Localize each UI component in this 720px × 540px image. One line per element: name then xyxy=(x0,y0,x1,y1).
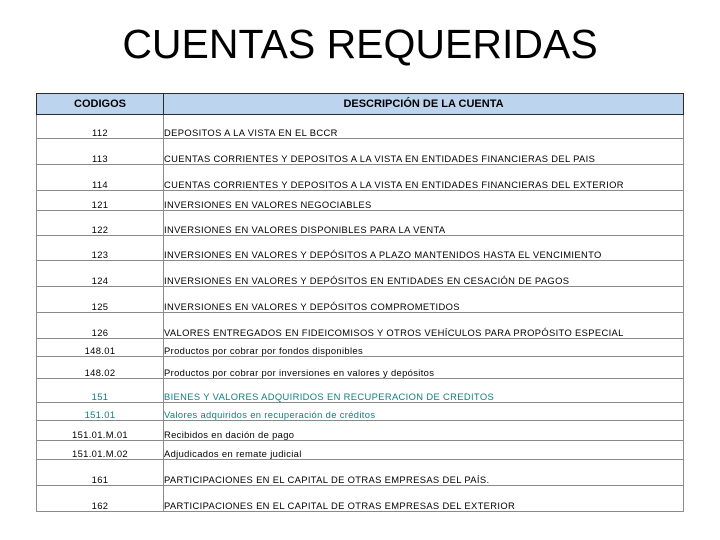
account-code: 123 xyxy=(37,236,164,261)
account-code: 112 xyxy=(37,115,164,139)
account-description: INVERSIONES EN VALORES DISPONIBLES PARA LA VENTA xyxy=(164,211,684,236)
account-code: 124 xyxy=(37,261,164,287)
account-code: 122 xyxy=(37,211,164,236)
account-code: 151.01.M.02 xyxy=(37,441,164,460)
account-code: 151.01 xyxy=(37,403,164,421)
account-description: PARTICIPACIONES EN EL CAPITAL DE OTRAS EMPRESAS DEL PAÍS. xyxy=(164,460,684,486)
table-row xyxy=(37,421,684,441)
table-row xyxy=(37,191,684,211)
account-description: Adjudicados en remate judicial xyxy=(164,441,684,460)
account-description: INVERSIONES EN VALORES NEGOCIABLES xyxy=(164,191,684,211)
account-description: Productos por cobrar por inversiones en valores y depósitos xyxy=(164,357,684,379)
table-row xyxy=(37,460,684,486)
account-code: 151 xyxy=(37,379,164,403)
account-description: CUENTAS CORRIENTES Y DEPOSITOS A LA VISTA EN ENTIDADES FINANCIERAS DEL PAIS xyxy=(164,139,684,165)
table-row xyxy=(37,441,684,460)
header-descripcion: DESCRIPCIÓN DE LA CUENTA xyxy=(164,94,684,115)
account-code: 113 xyxy=(37,139,164,165)
account-description: PARTICIPACIONES EN EL CAPITAL DE OTRAS EMPRESAS DEL EXTERIOR xyxy=(164,486,684,512)
page-title: CUENTAS REQUERIDAS xyxy=(122,21,598,67)
table-row xyxy=(37,313,684,339)
account-description: INVERSIONES EN VALORES Y DEPÓSITOS A PLAZO MANTENIDOS HASTA EL VENCIMIENTO xyxy=(164,236,684,261)
table-row xyxy=(37,236,684,261)
accounts-table xyxy=(36,93,684,512)
table-row xyxy=(37,165,684,191)
header-codigos: CODIGOS xyxy=(37,94,164,115)
account-description: INVERSIONES EN VALORES Y DEPÓSITOS EN ENTIDADES EN CESACIÓN DE PAGOS xyxy=(164,261,684,287)
account-description: INVERSIONES EN VALORES Y DEPÓSITOS COMPROMETIDOS xyxy=(164,287,684,313)
account-description: DEPOSITOS A LA VISTA EN EL BCCR xyxy=(164,115,684,139)
table-row xyxy=(37,261,684,287)
account-description: Productos por cobrar por fondos disponibles xyxy=(164,339,684,357)
account-code: 126 xyxy=(37,313,164,339)
account-code: 148.01 xyxy=(37,339,164,357)
account-description: VALORES ENTREGADOS EN FIDEICOMISOS Y OTROS VEHÍCULOS PARA PROPÓSITO ESPECIAL xyxy=(164,313,684,339)
table-row xyxy=(37,115,684,139)
table-row xyxy=(37,211,684,236)
account-description: CUENTAS CORRIENTES Y DEPOSITOS A LA VISTA EN ENTIDADES FINANCIERAS DEL EXTERIOR xyxy=(164,165,684,191)
account-code: 161 xyxy=(37,460,164,486)
table-header-row xyxy=(37,94,684,115)
table-row xyxy=(37,486,684,512)
account-description: Recibidos en dación de pago xyxy=(164,421,684,441)
table-row xyxy=(37,339,684,357)
account-code: 121 xyxy=(37,191,164,211)
account-code: 151.01.M.01 xyxy=(37,421,164,441)
account-code: 162 xyxy=(37,486,164,512)
table-row xyxy=(37,357,684,379)
account-code: 148.02 xyxy=(37,357,164,379)
account-code: 114 xyxy=(37,165,164,191)
table-row xyxy=(37,139,684,165)
account-description: Valores adquiridos en recuperación de créditos xyxy=(164,403,684,421)
table-row xyxy=(37,287,684,313)
table-row xyxy=(37,403,684,421)
account-code: 125 xyxy=(37,287,164,313)
account-description: BIENES Y VALORES ADQUIRIDOS EN RECUPERACION DE CREDITOS xyxy=(164,379,684,403)
table-row xyxy=(37,379,684,403)
